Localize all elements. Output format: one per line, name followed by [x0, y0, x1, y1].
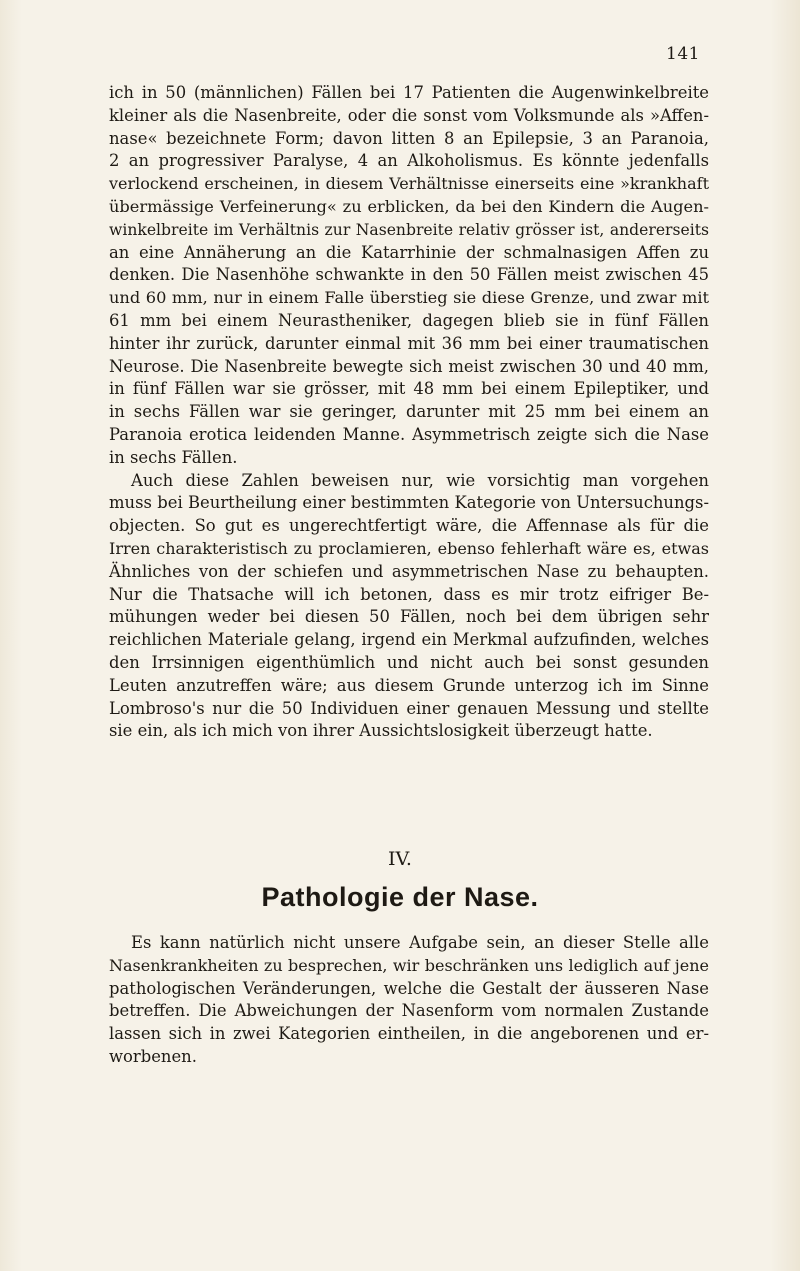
section-heading: Pathologie der Nase. [261, 882, 539, 912]
text-line: nase« bezeichnete Form; davon litten 8 an Epilepsie, 3 an Paranoia, [109, 128, 709, 148]
page-number: 141 [666, 44, 700, 64]
section-number: IV. [388, 848, 412, 870]
text-line: reichlichen Materiale gelang, irgend ein Merkmal aufzufinden, welches [109, 630, 709, 650]
text-line: verlockend erscheinen, in diesem Verhältnisse einerseits eine »krankhaft [109, 174, 709, 194]
text-line: in sechs Fällen. [109, 447, 238, 467]
text-line: ich in 50 (männlichen) Fällen bei 17 Patienten die Augenwinkelbreite [109, 83, 709, 102]
paragraph-3 [109, 932, 709, 1069]
text-line: übermässige Verfeinerung« zu erblicken, da bei den Kindern die Augen- [109, 196, 709, 216]
text-line: den Irrsinnigen eigenthümlich und nicht auch bei sonst gesunden [109, 652, 709, 672]
text-line: kleiner als die Nasenbreite, oder die sonst vom Volksmunde als »Affen- [109, 105, 709, 125]
text-line: objecten. So gut es ungerechtfertigt wäre, die Affennase als für die [109, 516, 709, 536]
text-line: hinter ihr zurück, darunter einmal mit 36 mm bei einer traumatischen [109, 333, 709, 353]
text-line: sie ein, als ich mich von ihrer Aussichtslosigkeit überzeugt hatte. [109, 721, 653, 741]
body-text-top [109, 82, 709, 743]
text-line: worbenen. [109, 1046, 197, 1066]
text-line: lassen sich in zwei Kategorien eintheilen, in die angeborenen und er- [109, 1024, 709, 1044]
text-line: denken. Die Nasenhöhe schwankte in den 50 Fällen meist zwischen 45 [109, 265, 709, 285]
text-line: Lombroso's nur die 50 Individuen einer genauen Messung und stellte [109, 698, 709, 718]
text-line: an eine Annäherung an die Katarrhinie der schmalnasigen Affen zu [109, 242, 709, 262]
text-line: Neurose. Die Nasenbreite bewegte sich meist zwischen 30 und 40 mm, [109, 356, 709, 376]
text-line: pathologischen Veränderungen, welche die Gestalt der äusseren Nase [109, 978, 709, 998]
paragraph-2 [109, 470, 709, 744]
text-line: und 60 mm, nur in einem Falle überstieg sie diese Grenze, und zwar mit [109, 288, 709, 308]
text-line: Nur die Thatsache will ich betonen, dass es mir trotz eifriger Be- [109, 584, 709, 604]
text-line: winkelbreite im Verhältnis zur Nasenbreite relativ grösser ist, andererseits [109, 220, 709, 239]
text-line: mühungen weder bei diesen 50 Fällen, noch bei dem übrigen sehr [109, 607, 709, 627]
text-line: betreffen. Die Abweichungen der Nasenform vom normalen Zustande [109, 1001, 709, 1021]
text-line: Ähnliches von der schiefen und asymmetrischen Nase zu behaupten. [109, 561, 709, 581]
text-line: 61 mm bei einem Neurastheniker, dagegen blieb sie in fünf Fällen [109, 310, 709, 330]
paragraph-1 [109, 82, 709, 470]
text-line: Auch diese Zahlen beweisen nur, wie vorsichtig man vorgehen [131, 470, 709, 490]
text-line: Nasenkrankheiten zu besprechen, wir beschränken uns lediglich auf jene [109, 955, 709, 975]
text-line: 2 an progressiver Paralyse, 4 an Alkoholismus. Es könnte jedenfalls [109, 151, 709, 171]
text-line: Es kann natürlich nicht unsere Aufgabe sein, an dieser Stelle alle [131, 933, 709, 952]
text-line: in fünf Fällen war sie grösser, mit 48 mm bei einem Epileptiker, und [109, 379, 709, 399]
body-text-bottom [109, 932, 709, 1069]
text-line: in sechs Fällen war sie geringer, darunter mit 25 mm bei einem an [109, 402, 709, 422]
text-line: Paranoia erotica leidenden Manne. Asymmetrisch zeigte sich die Nase [109, 424, 709, 444]
text-line: Irren charakteristisch zu proclamieren, ebenso fehlerhaft wäre es, etwas [109, 538, 709, 558]
text-line: Leuten anzutreffen wäre; aus diesem Grunde unterzog ich im Sinne [109, 675, 709, 695]
text-line: muss bei Beurtheilung einer bestimmten Kategorie von Untersuchungs- [109, 493, 709, 513]
